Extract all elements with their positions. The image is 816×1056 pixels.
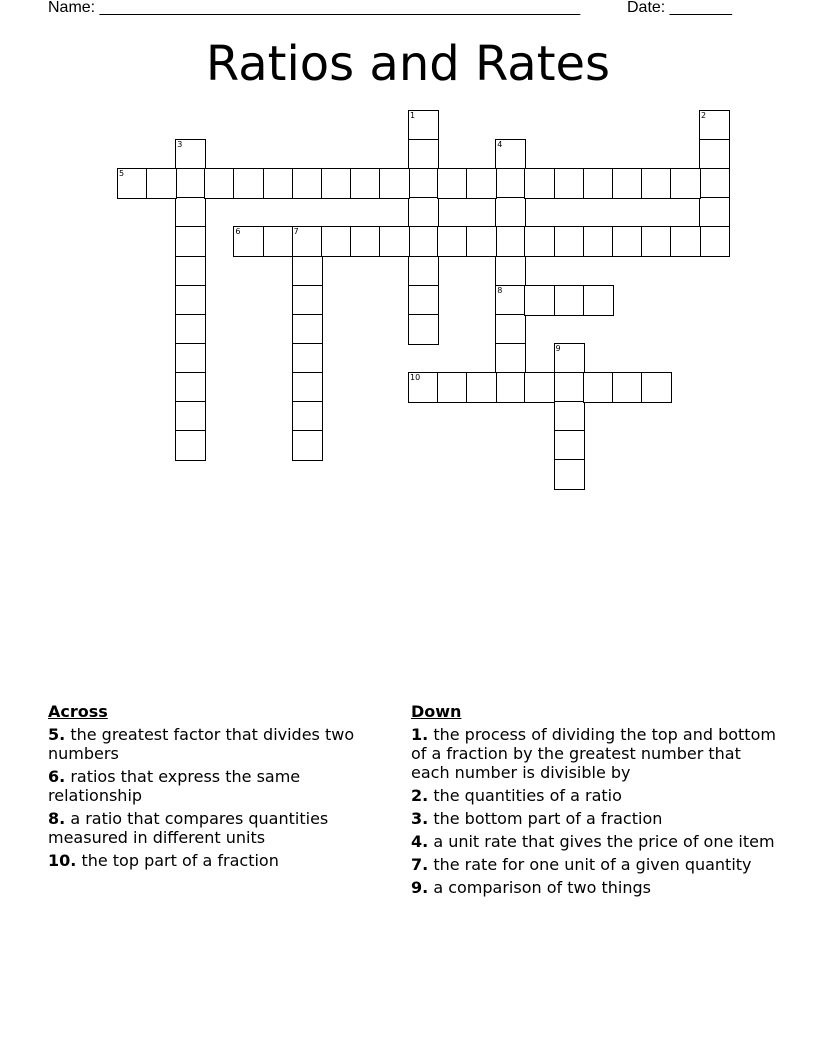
- grid-cell[interactable]: [175, 372, 206, 403]
- grid-cell[interactable]: [292, 314, 323, 345]
- grid-cell[interactable]: [612, 372, 643, 403]
- grid-cell[interactable]: [379, 226, 410, 257]
- clue-number: 4.: [411, 832, 429, 851]
- grid-cell[interactable]: [554, 226, 585, 257]
- grid-cell[interactable]: [641, 226, 672, 257]
- clue-text: a comparison of two things: [433, 878, 651, 897]
- grid-cell[interactable]: [292, 430, 323, 461]
- clue-number: 3.: [411, 809, 429, 828]
- crossword-grid: [0, 0, 816, 500]
- clue-text: the process of dividing the top and bottom of a fraction by the greatest number that each number is divisible by: [411, 725, 776, 782]
- grid-cell[interactable]: [466, 168, 497, 199]
- grid-cell[interactable]: [233, 168, 264, 199]
- grid-cell[interactable]: [408, 139, 439, 170]
- cell-number: 9: [555, 343, 561, 353]
- across-heading: Across: [48, 702, 108, 721]
- clue-number: 7.: [411, 855, 429, 874]
- name-field-label[interactable]: Name: ______________________________________________________: [48, 0, 581, 16]
- grid-cell[interactable]: [583, 372, 614, 403]
- down-heading: Down: [411, 702, 462, 721]
- grid-cell[interactable]: [466, 226, 497, 257]
- cell-number: 1: [410, 111, 416, 120]
- grid-cell[interactable]: [583, 168, 614, 199]
- grid-cell[interactable]: [292, 256, 323, 287]
- grid-cell[interactable]: [321, 226, 352, 257]
- grid-cell[interactable]: [524, 168, 555, 199]
- grid-cell[interactable]: [379, 168, 410, 199]
- date-field-label[interactable]: Date: _______: [627, 0, 732, 16]
- grid-cell[interactable]: [408, 226, 439, 257]
- grid-cell[interactable]: [466, 372, 497, 403]
- grid-cell[interactable]: [408, 197, 439, 228]
- clue-down-1: [411, 725, 776, 782]
- grid-cell[interactable]: [641, 372, 672, 403]
- cell-number: 3: [177, 140, 183, 150]
- grid-cell[interactable]: [495, 226, 526, 257]
- cell-number: 2: [701, 111, 707, 120]
- grid-cell[interactable]: [524, 285, 555, 316]
- clue-text: ratios that express the same relationship: [48, 767, 301, 805]
- grid-cell[interactable]: [292, 168, 323, 199]
- grid-cell[interactable]: [699, 139, 730, 170]
- clue-number: 10.: [48, 851, 77, 870]
- grid-cell[interactable]: [408, 285, 439, 316]
- grid-cell[interactable]: [699, 226, 730, 257]
- grid-cell[interactable]: [554, 401, 585, 432]
- grid-cell[interactable]: [350, 168, 381, 199]
- clue-text: the top part of a fraction: [81, 851, 279, 870]
- clue-across-6: [48, 767, 393, 805]
- grid-cell[interactable]: [175, 343, 206, 374]
- grid-cell[interactable]: [699, 197, 730, 228]
- clue-across-8: [48, 809, 393, 847]
- grid-cell[interactable]: [699, 168, 730, 199]
- grid-cell[interactable]: [612, 226, 643, 257]
- grid-cell[interactable]: [175, 226, 206, 257]
- grid-cell[interactable]: [321, 168, 352, 199]
- grid-cell[interactable]: [554, 285, 585, 316]
- grid-cell[interactable]: [292, 343, 323, 374]
- clue-number: 1.: [411, 725, 429, 744]
- clue-number: 5.: [48, 725, 66, 744]
- grid-cell[interactable]: [670, 226, 701, 257]
- grid-cell[interactable]: [524, 372, 555, 403]
- grid-cell[interactable]: [583, 226, 614, 257]
- grid-cell[interactable]: [175, 314, 206, 345]
- clue-number: 8.: [48, 809, 66, 828]
- grid-cell[interactable]: [408, 256, 439, 287]
- grid-cell[interactable]: [175, 256, 206, 287]
- grid-cell[interactable]: [350, 226, 381, 257]
- grid-cell[interactable]: [554, 459, 585, 490]
- clue-text: the quantities of a ratio: [433, 786, 622, 805]
- grid-cell[interactable]: [524, 226, 555, 257]
- clue-down-7: [411, 855, 776, 874]
- grid-cell[interactable]: [175, 168, 206, 199]
- cell-number: 5: [119, 169, 125, 179]
- grid-cell[interactable]: [641, 168, 672, 199]
- cell-number: 6: [235, 227, 241, 237]
- clue-text: the bottom part of a fraction: [433, 809, 663, 828]
- clue-down-4: [411, 832, 776, 851]
- clue-text: the greatest factor that divides two numbers: [48, 725, 355, 763]
- clue-text: the rate for one unit of a given quantity: [433, 855, 752, 874]
- grid-cell[interactable]: [292, 401, 323, 432]
- clue-down-2: [411, 786, 776, 805]
- grid-cell[interactable]: [292, 372, 323, 403]
- grid-cell[interactable]: [175, 285, 206, 316]
- cell-number: 8: [497, 285, 503, 295]
- grid-cell[interactable]: [554, 168, 585, 199]
- grid-cell[interactable]: [408, 314, 439, 345]
- grid-cell[interactable]: [495, 343, 526, 374]
- clue-number: 9.: [411, 878, 429, 897]
- grid-cell[interactable]: [670, 168, 701, 199]
- clue-text: a unit rate that gives the price of one item: [433, 832, 775, 851]
- grid-cell[interactable]: [175, 197, 206, 228]
- grid-cell[interactable]: [612, 168, 643, 199]
- grid-cell[interactable]: [175, 401, 206, 432]
- across-clues: [48, 702, 393, 874]
- grid-cell[interactable]: [263, 226, 294, 257]
- grid-cell[interactable]: [554, 430, 585, 461]
- grid-cell[interactable]: [292, 285, 323, 316]
- grid-cell[interactable]: [204, 168, 235, 199]
- grid-cell[interactable]: [408, 168, 439, 199]
- grid-cell[interactable]: [495, 197, 526, 228]
- cell-number: 7: [293, 227, 299, 237]
- clue-down-3: [411, 809, 776, 828]
- grid-cell[interactable]: [495, 372, 526, 403]
- clue-across-10: [48, 851, 393, 870]
- grid-cell[interactable]: [437, 226, 468, 257]
- down-clues: [411, 702, 776, 901]
- cell-number: 10: [410, 372, 421, 382]
- grid-cell[interactable]: [437, 372, 468, 403]
- grid-cell[interactable]: [495, 256, 526, 287]
- page-title: Ratios and Rates: [205, 36, 611, 92]
- clue-across-5: [48, 725, 393, 763]
- cell-number: 4: [497, 140, 503, 150]
- grid-cell[interactable]: [495, 168, 526, 199]
- grid-cell[interactable]: [146, 168, 177, 199]
- grid-cell[interactable]: [175, 430, 206, 461]
- grid-cell[interactable]: [263, 168, 294, 199]
- clue-number: 2.: [411, 786, 429, 805]
- grid-cell[interactable]: [554, 372, 585, 403]
- grid-cell[interactable]: [583, 285, 614, 316]
- clue-number: 6.: [48, 767, 66, 786]
- clue-text: a ratio that compares quantities measured in different units: [48, 809, 329, 847]
- grid-cell[interactable]: [495, 314, 526, 345]
- clue-down-9: [411, 878, 776, 897]
- grid-cell[interactable]: [437, 168, 468, 199]
